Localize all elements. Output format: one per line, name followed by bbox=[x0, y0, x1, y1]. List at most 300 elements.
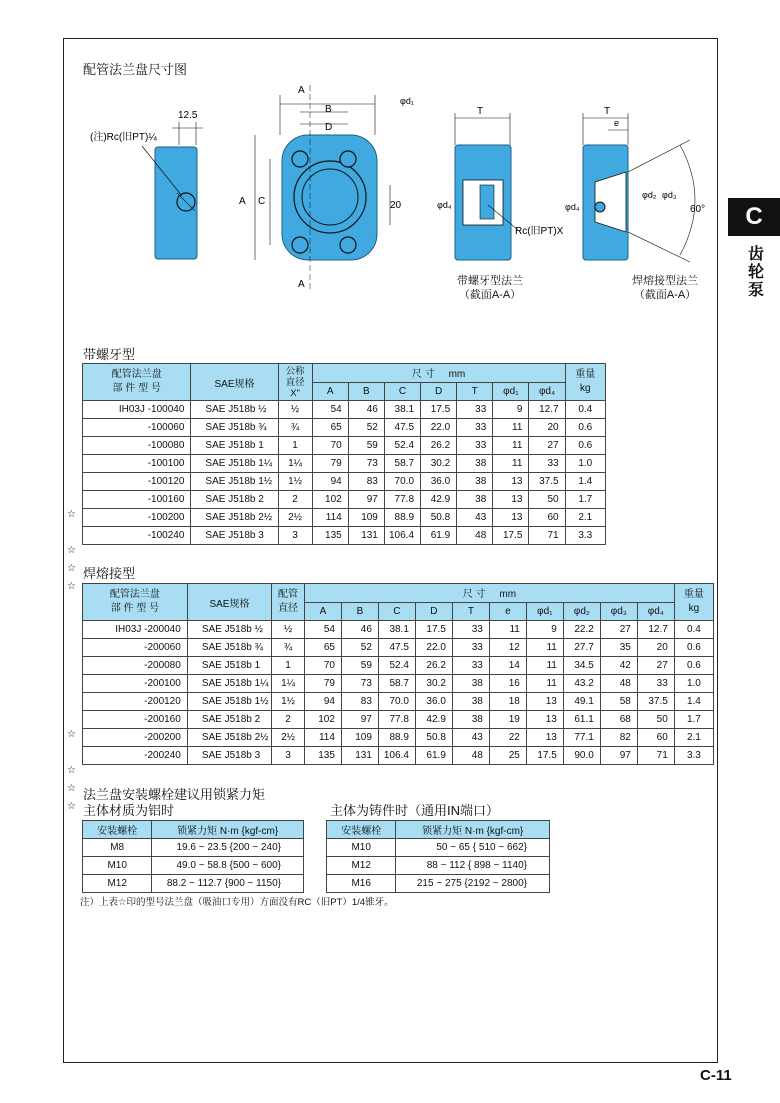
dim-d1: 11 bbox=[493, 455, 529, 473]
dim-e: 12 bbox=[489, 639, 526, 657]
sae-spec: SAE J518b ½ bbox=[191, 401, 278, 419]
nominal-size: 2 bbox=[272, 711, 305, 729]
dim-e: 14 bbox=[489, 657, 526, 675]
col-d4: φd₄ bbox=[637, 602, 674, 621]
dim-d4: 71 bbox=[529, 527, 565, 545]
weight: 1.0 bbox=[565, 455, 605, 473]
dim-d3: 48 bbox=[600, 675, 637, 693]
dim-B: 73 bbox=[341, 675, 378, 693]
weight: 2.1 bbox=[674, 729, 713, 747]
dim-B: 109 bbox=[348, 509, 384, 527]
dim-B: 131 bbox=[341, 747, 378, 765]
weight: 1.7 bbox=[674, 711, 713, 729]
dim-B: 109 bbox=[341, 729, 378, 747]
torque-value: 49.0 ~ 58.8 {500 ~ 600} bbox=[152, 857, 304, 875]
torque-cast-table bbox=[326, 820, 550, 893]
dim-d4: 50 bbox=[637, 711, 674, 729]
table-row bbox=[83, 621, 714, 639]
part-number: -100100 bbox=[83, 455, 191, 473]
table-row bbox=[83, 527, 606, 545]
front-label-c: C bbox=[258, 196, 266, 207]
dim-d4: 60 bbox=[529, 509, 565, 527]
threaded-rc-label: Rc(旧PT)X bbox=[515, 226, 564, 237]
dim-d4: 50 bbox=[529, 491, 565, 509]
dim-T: 33 bbox=[452, 621, 489, 639]
drawing-section-title: 配管法兰盘尺寸图 bbox=[83, 62, 188, 77]
weight: 1.4 bbox=[565, 473, 605, 491]
nominal-size: ½ bbox=[272, 621, 305, 639]
col-e: e bbox=[489, 602, 526, 621]
nominal-size: ¾ bbox=[272, 639, 305, 657]
dim-d1: 9 bbox=[493, 401, 529, 419]
dim-d3: 42 bbox=[600, 657, 637, 675]
col-nominal: 配管 直径 bbox=[272, 584, 305, 621]
dim-B: 59 bbox=[348, 437, 384, 455]
dim-T: 43 bbox=[457, 509, 493, 527]
col-C: C bbox=[378, 602, 415, 621]
dim-D: 30.2 bbox=[415, 675, 452, 693]
sae-spec: SAE J518b 2 bbox=[187, 711, 271, 729]
col-A: A bbox=[304, 602, 341, 621]
torque-cast-title: 主体为铸件时（通用IN端口） bbox=[330, 803, 500, 818]
dim-C: 47.5 bbox=[378, 639, 415, 657]
col-nominal: 公称 直径 X" bbox=[278, 364, 312, 401]
dim-B: 59 bbox=[341, 657, 378, 675]
dim-C: 38.1 bbox=[384, 401, 420, 419]
star-marker: ☆ bbox=[67, 563, 76, 574]
dim-B: 97 bbox=[348, 491, 384, 509]
weight: 1.7 bbox=[565, 491, 605, 509]
sae-spec: SAE J518b 3 bbox=[187, 747, 271, 765]
col-T: T bbox=[457, 382, 493, 401]
torque-value: 19.6 ~ 23.5 {200 ~ 240} bbox=[152, 839, 304, 857]
dim-d3: 58 bbox=[600, 693, 637, 711]
part-number: -100240 bbox=[83, 527, 191, 545]
dim-d4: 33 bbox=[637, 675, 674, 693]
dim-d1: 11 bbox=[526, 675, 563, 693]
part-number: -200060 bbox=[83, 639, 188, 657]
col-torque: 锁紧力矩 N·m {kgf-cm} bbox=[152, 821, 304, 839]
dim-d4: 12.7 bbox=[529, 401, 565, 419]
part-number: IH03J -100040 bbox=[83, 401, 191, 419]
col-B: B bbox=[341, 602, 378, 621]
dim-d2: 90.0 bbox=[563, 747, 600, 765]
threaded-label-t: T bbox=[477, 106, 484, 117]
dim-d1: 13 bbox=[526, 711, 563, 729]
dim-A: 79 bbox=[312, 455, 348, 473]
dim-A: 70 bbox=[312, 437, 348, 455]
part-number: -100160 bbox=[83, 491, 191, 509]
table-row bbox=[83, 875, 304, 893]
sae-spec: SAE J518b 1¼ bbox=[191, 455, 278, 473]
dim-C: 58.7 bbox=[384, 455, 420, 473]
dim-d2: 77.1 bbox=[563, 729, 600, 747]
dim-12-5: 12.5 bbox=[178, 110, 198, 121]
welded-label-e: e bbox=[614, 118, 620, 128]
table-row bbox=[327, 875, 550, 893]
dim-d2: 61.1 bbox=[563, 711, 600, 729]
star-marker: ☆ bbox=[67, 729, 76, 740]
caption-threaded-line1: 带螺牙型法兰 bbox=[457, 275, 523, 287]
weight: 0.6 bbox=[565, 419, 605, 437]
nominal-size: 2 bbox=[278, 491, 312, 509]
dim-A: 94 bbox=[304, 693, 341, 711]
star-marker: ☆ bbox=[67, 801, 76, 812]
footnote: 注）上表☆印的型号法兰盘（吸油口专用）方面没有RC（旧PT）1/4锥牙。 bbox=[80, 897, 394, 908]
dim-B: 52 bbox=[348, 419, 384, 437]
dim-d1: 17.5 bbox=[493, 527, 529, 545]
front-label-b: B bbox=[325, 104, 332, 115]
dim-d3: 35 bbox=[600, 639, 637, 657]
dim-A: 135 bbox=[304, 747, 341, 765]
dim-D: 42.9 bbox=[421, 491, 457, 509]
side-view bbox=[90, 110, 203, 259]
dim-d1: 17.5 bbox=[526, 747, 563, 765]
table-row bbox=[83, 693, 714, 711]
dim-B: 83 bbox=[341, 693, 378, 711]
caption-welded-line2: （截面A-A） bbox=[633, 289, 697, 301]
sae-spec: SAE J518b 2½ bbox=[191, 509, 278, 527]
col-weight: 重量 kg bbox=[674, 584, 713, 621]
dim-C: 52.4 bbox=[378, 657, 415, 675]
nominal-size: 1½ bbox=[278, 473, 312, 491]
dim-T: 33 bbox=[457, 401, 493, 419]
table-row bbox=[83, 639, 714, 657]
col-bolt: 安装螺栓 bbox=[83, 821, 152, 839]
dim-e: 18 bbox=[489, 693, 526, 711]
dim-d1: 13 bbox=[493, 491, 529, 509]
star-marker: ☆ bbox=[67, 765, 76, 776]
col-d2: φd₂ bbox=[563, 602, 600, 621]
dim-A: 102 bbox=[304, 711, 341, 729]
part-number: IH03J -200040 bbox=[83, 621, 188, 639]
part-number: -100120 bbox=[83, 473, 191, 491]
dim-D: 17.5 bbox=[415, 621, 452, 639]
side-tab-letter: C bbox=[728, 198, 780, 236]
dim-D: 61.9 bbox=[421, 527, 457, 545]
dim-d2: 43.2 bbox=[563, 675, 600, 693]
nominal-size: 3 bbox=[278, 527, 312, 545]
sae-spec: SAE J518b 1¼ bbox=[187, 675, 271, 693]
dim-T: 48 bbox=[457, 527, 493, 545]
dim-C: 77.8 bbox=[378, 711, 415, 729]
weight: 1.4 bbox=[674, 693, 713, 711]
dim-T: 33 bbox=[452, 639, 489, 657]
bolt-size: M10 bbox=[327, 839, 396, 857]
dim-C: 88.9 bbox=[384, 509, 420, 527]
dim-T: 38 bbox=[452, 711, 489, 729]
dim-d2: 34.5 bbox=[563, 657, 600, 675]
dim-T: 38 bbox=[457, 491, 493, 509]
dim-d4: 20 bbox=[637, 639, 674, 657]
dim-T: 38 bbox=[452, 675, 489, 693]
caption-welded bbox=[625, 274, 705, 302]
nominal-size: 2½ bbox=[278, 509, 312, 527]
front-label-a-left: A bbox=[239, 196, 246, 207]
dim-d4: 37.5 bbox=[637, 693, 674, 711]
dim-d4: 71 bbox=[637, 747, 674, 765]
dim-A: 114 bbox=[312, 509, 348, 527]
bolt-size: M12 bbox=[327, 857, 396, 875]
torque-value: 88.2 ~ 112.7 {900 ~ 1150} bbox=[152, 875, 304, 893]
col-T: T bbox=[452, 602, 489, 621]
dim-D: 42.9 bbox=[415, 711, 452, 729]
side-tab-label: 齿轮泵 bbox=[747, 246, 764, 299]
col-torque: 锁紧力矩 N·m {kgf-cm} bbox=[396, 821, 550, 839]
dim-A: 65 bbox=[312, 419, 348, 437]
dim-d3: 27 bbox=[600, 621, 637, 639]
torque-aluminum-table bbox=[82, 820, 304, 893]
dim-C: 70.0 bbox=[384, 473, 420, 491]
dim-D: 50.8 bbox=[415, 729, 452, 747]
dim-d1: 11 bbox=[493, 437, 529, 455]
nominal-size: 1½ bbox=[272, 693, 305, 711]
dim-C: 58.7 bbox=[378, 675, 415, 693]
dim-A: 70 bbox=[304, 657, 341, 675]
col-C: C bbox=[384, 382, 420, 401]
sae-spec: SAE J518b ¾ bbox=[191, 419, 278, 437]
col-d4: φd₄ bbox=[529, 382, 565, 401]
part-number: -200100 bbox=[83, 675, 188, 693]
col-D: D bbox=[415, 602, 452, 621]
col-dims: 尺 寸 mm bbox=[304, 584, 674, 603]
table-row bbox=[83, 747, 714, 765]
col-D: D bbox=[421, 382, 457, 401]
dim-C: 106.4 bbox=[384, 527, 420, 545]
dim-d1: 13 bbox=[493, 473, 529, 491]
dim-D: 26.2 bbox=[415, 657, 452, 675]
welded-label-d2: φd₂ bbox=[642, 190, 657, 200]
table-row bbox=[327, 839, 550, 857]
sae-spec: SAE J518b 2½ bbox=[187, 729, 271, 747]
dim-d3: 68 bbox=[600, 711, 637, 729]
dim-B: 73 bbox=[348, 455, 384, 473]
torque-title: 法兰盘安装螺栓建议用锁紧力矩 bbox=[83, 787, 266, 802]
bolt-size: M12 bbox=[83, 875, 152, 893]
front-label-d: D bbox=[325, 122, 333, 133]
dim-T: 38 bbox=[457, 473, 493, 491]
col-bolt: 安装螺栓 bbox=[327, 821, 396, 839]
dim-C: 47.5 bbox=[384, 419, 420, 437]
sae-spec: SAE J518b ½ bbox=[187, 621, 271, 639]
caption-threaded-line2: （截面A-A） bbox=[458, 289, 522, 301]
nominal-size: 3 bbox=[272, 747, 305, 765]
dim-D: 22.0 bbox=[421, 419, 457, 437]
dim-d4: 33 bbox=[529, 455, 565, 473]
dim-D: 36.0 bbox=[421, 473, 457, 491]
dim-D: 36.0 bbox=[415, 693, 452, 711]
part-number: -200080 bbox=[83, 657, 188, 675]
dim-e: 16 bbox=[489, 675, 526, 693]
weight: 0.4 bbox=[674, 621, 713, 639]
dim-A: 114 bbox=[304, 729, 341, 747]
welded-label-t: T bbox=[604, 106, 611, 117]
dim-A: 94 bbox=[312, 473, 348, 491]
dim-d1: 11 bbox=[526, 639, 563, 657]
welded-label-d4: φd₄ bbox=[565, 202, 580, 212]
nominal-size: 1 bbox=[278, 437, 312, 455]
front-view bbox=[239, 85, 414, 290]
table-row bbox=[327, 857, 550, 875]
dim-e: 25 bbox=[489, 747, 526, 765]
front-dim-20: 20 bbox=[390, 200, 402, 211]
rc-note-label: (注)Rc(旧PT)¼ bbox=[90, 132, 157, 143]
dim-T: 33 bbox=[457, 419, 493, 437]
part-number: -100080 bbox=[83, 437, 191, 455]
dim-D: 61.9 bbox=[415, 747, 452, 765]
dim-T: 33 bbox=[457, 437, 493, 455]
dim-D: 17.5 bbox=[421, 401, 457, 419]
dim-d4: 60 bbox=[637, 729, 674, 747]
threaded-section bbox=[437, 106, 564, 260]
front-label-a-bottom: A bbox=[298, 279, 305, 290]
dim-C: 88.9 bbox=[378, 729, 415, 747]
star-marker: ☆ bbox=[67, 545, 76, 556]
dim-A: 65 bbox=[304, 639, 341, 657]
table-row bbox=[83, 657, 714, 675]
dim-A: 79 bbox=[304, 675, 341, 693]
caption-threaded bbox=[450, 274, 530, 302]
dim-B: 52 bbox=[341, 639, 378, 657]
sae-spec: SAE J518b 1 bbox=[191, 437, 278, 455]
table-row bbox=[83, 491, 606, 509]
table-row bbox=[83, 473, 606, 491]
part-number: -100060 bbox=[83, 419, 191, 437]
dim-T: 33 bbox=[452, 657, 489, 675]
dim-C: 70.0 bbox=[378, 693, 415, 711]
sae-spec: SAE J518b 3 bbox=[191, 527, 278, 545]
part-number: -200240 bbox=[83, 747, 188, 765]
dim-D: 26.2 bbox=[421, 437, 457, 455]
table-row bbox=[83, 437, 606, 455]
sae-spec: SAE J518b 2 bbox=[191, 491, 278, 509]
dim-B: 97 bbox=[341, 711, 378, 729]
weight: 0.6 bbox=[674, 657, 713, 675]
sae-spec: SAE J518b 1½ bbox=[191, 473, 278, 491]
torque-aluminum-title: 主体材质为铝时 bbox=[83, 803, 175, 818]
dim-B: 46 bbox=[348, 401, 384, 419]
dim-e: 19 bbox=[489, 711, 526, 729]
sae-spec: SAE J518b 1 bbox=[187, 657, 271, 675]
dim-A: 54 bbox=[312, 401, 348, 419]
welded-table bbox=[82, 583, 714, 765]
nominal-size: 2½ bbox=[272, 729, 305, 747]
dim-d2: 27.7 bbox=[563, 639, 600, 657]
part-number: -200200 bbox=[83, 729, 188, 747]
dim-d4: 12.7 bbox=[637, 621, 674, 639]
dim-d1: 13 bbox=[493, 509, 529, 527]
table-row bbox=[83, 675, 714, 693]
table-row bbox=[83, 419, 606, 437]
dim-B: 83 bbox=[348, 473, 384, 491]
col-dims: 尺 寸 mm bbox=[312, 364, 565, 383]
col-sae: SAE规格 bbox=[191, 364, 278, 401]
bolt-size: M16 bbox=[327, 875, 396, 893]
dim-T: 48 bbox=[452, 747, 489, 765]
dim-A: 135 bbox=[312, 527, 348, 545]
torque-value: 50 ~ 65 { 510 ~ 662} bbox=[396, 839, 550, 857]
star-marker: ☆ bbox=[67, 783, 76, 794]
dim-d4: 37.5 bbox=[529, 473, 565, 491]
part-number: -200160 bbox=[83, 711, 188, 729]
col-d1: φd₁ bbox=[493, 382, 529, 401]
col-d1: φd₁ bbox=[526, 602, 563, 621]
weight: 2.1 bbox=[565, 509, 605, 527]
dim-d1: 9 bbox=[526, 621, 563, 639]
dim-e: 22 bbox=[489, 729, 526, 747]
dim-d2: 22.2 bbox=[563, 621, 600, 639]
dim-C: 52.4 bbox=[384, 437, 420, 455]
dim-d4: 27 bbox=[529, 437, 565, 455]
dim-d1: 11 bbox=[493, 419, 529, 437]
table-row bbox=[83, 455, 606, 473]
dim-d1: 11 bbox=[526, 657, 563, 675]
star-marker: ☆ bbox=[67, 509, 76, 520]
weight: 0.4 bbox=[565, 401, 605, 419]
front-label-d1: φd₁ bbox=[400, 96, 414, 106]
dim-A: 102 bbox=[312, 491, 348, 509]
dim-d4: 20 bbox=[529, 419, 565, 437]
bolt-size: M10 bbox=[83, 857, 152, 875]
col-B: B bbox=[348, 382, 384, 401]
welded-label-d3: φd₃ bbox=[662, 190, 677, 200]
dim-d3: 82 bbox=[600, 729, 637, 747]
col-d3: φd₃ bbox=[600, 602, 637, 621]
welded-title: 焊熔接型 bbox=[83, 566, 136, 581]
dim-T: 43 bbox=[452, 729, 489, 747]
threaded-title: 带螺牙型 bbox=[83, 347, 136, 362]
dim-C: 106.4 bbox=[378, 747, 415, 765]
table-row bbox=[83, 857, 304, 875]
page-number: C-11 bbox=[700, 1067, 732, 1084]
col-part: 配管法兰盘 部 件 型 号 bbox=[83, 584, 188, 621]
col-part: 配管法兰盘 部 件 型 号 bbox=[83, 364, 191, 401]
weight: 0.6 bbox=[674, 639, 713, 657]
sae-spec: SAE J518b ¾ bbox=[187, 639, 271, 657]
dim-D: 30.2 bbox=[421, 455, 457, 473]
weight: 1.0 bbox=[674, 675, 713, 693]
part-number: -200120 bbox=[83, 693, 188, 711]
dim-d2: 49.1 bbox=[563, 693, 600, 711]
caption-welded-line1: 焊熔接型法兰 bbox=[632, 275, 698, 287]
part-number: -100200 bbox=[83, 509, 191, 527]
nominal-size: 1¼ bbox=[272, 675, 305, 693]
dim-C: 77.8 bbox=[384, 491, 420, 509]
dim-d1: 13 bbox=[526, 729, 563, 747]
dim-C: 38.1 bbox=[378, 621, 415, 639]
dim-d4: 27 bbox=[637, 657, 674, 675]
star-marker: ☆ bbox=[67, 581, 76, 592]
col-A: A bbox=[312, 382, 348, 401]
dim-e: 11 bbox=[489, 621, 526, 639]
torque-value: 88 ~ 112 { 898 ~ 1140} bbox=[396, 857, 550, 875]
table-row bbox=[83, 729, 714, 747]
front-label-a-top: A bbox=[298, 85, 305, 96]
nominal-size: 1¼ bbox=[278, 455, 312, 473]
table-row bbox=[83, 509, 606, 527]
dim-B: 46 bbox=[341, 621, 378, 639]
nominal-size: 1 bbox=[272, 657, 305, 675]
table-row bbox=[83, 711, 714, 729]
weight: 3.3 bbox=[674, 747, 713, 765]
threaded-label-d4: φd₄ bbox=[437, 200, 452, 210]
col-weight: 重量 kg bbox=[565, 364, 605, 401]
nominal-size: ¾ bbox=[278, 419, 312, 437]
sae-spec: SAE J518b 1½ bbox=[187, 693, 271, 711]
dim-D: 50.8 bbox=[421, 509, 457, 527]
welded-dim-60: 60° bbox=[690, 204, 706, 215]
weight: 0.6 bbox=[565, 437, 605, 455]
